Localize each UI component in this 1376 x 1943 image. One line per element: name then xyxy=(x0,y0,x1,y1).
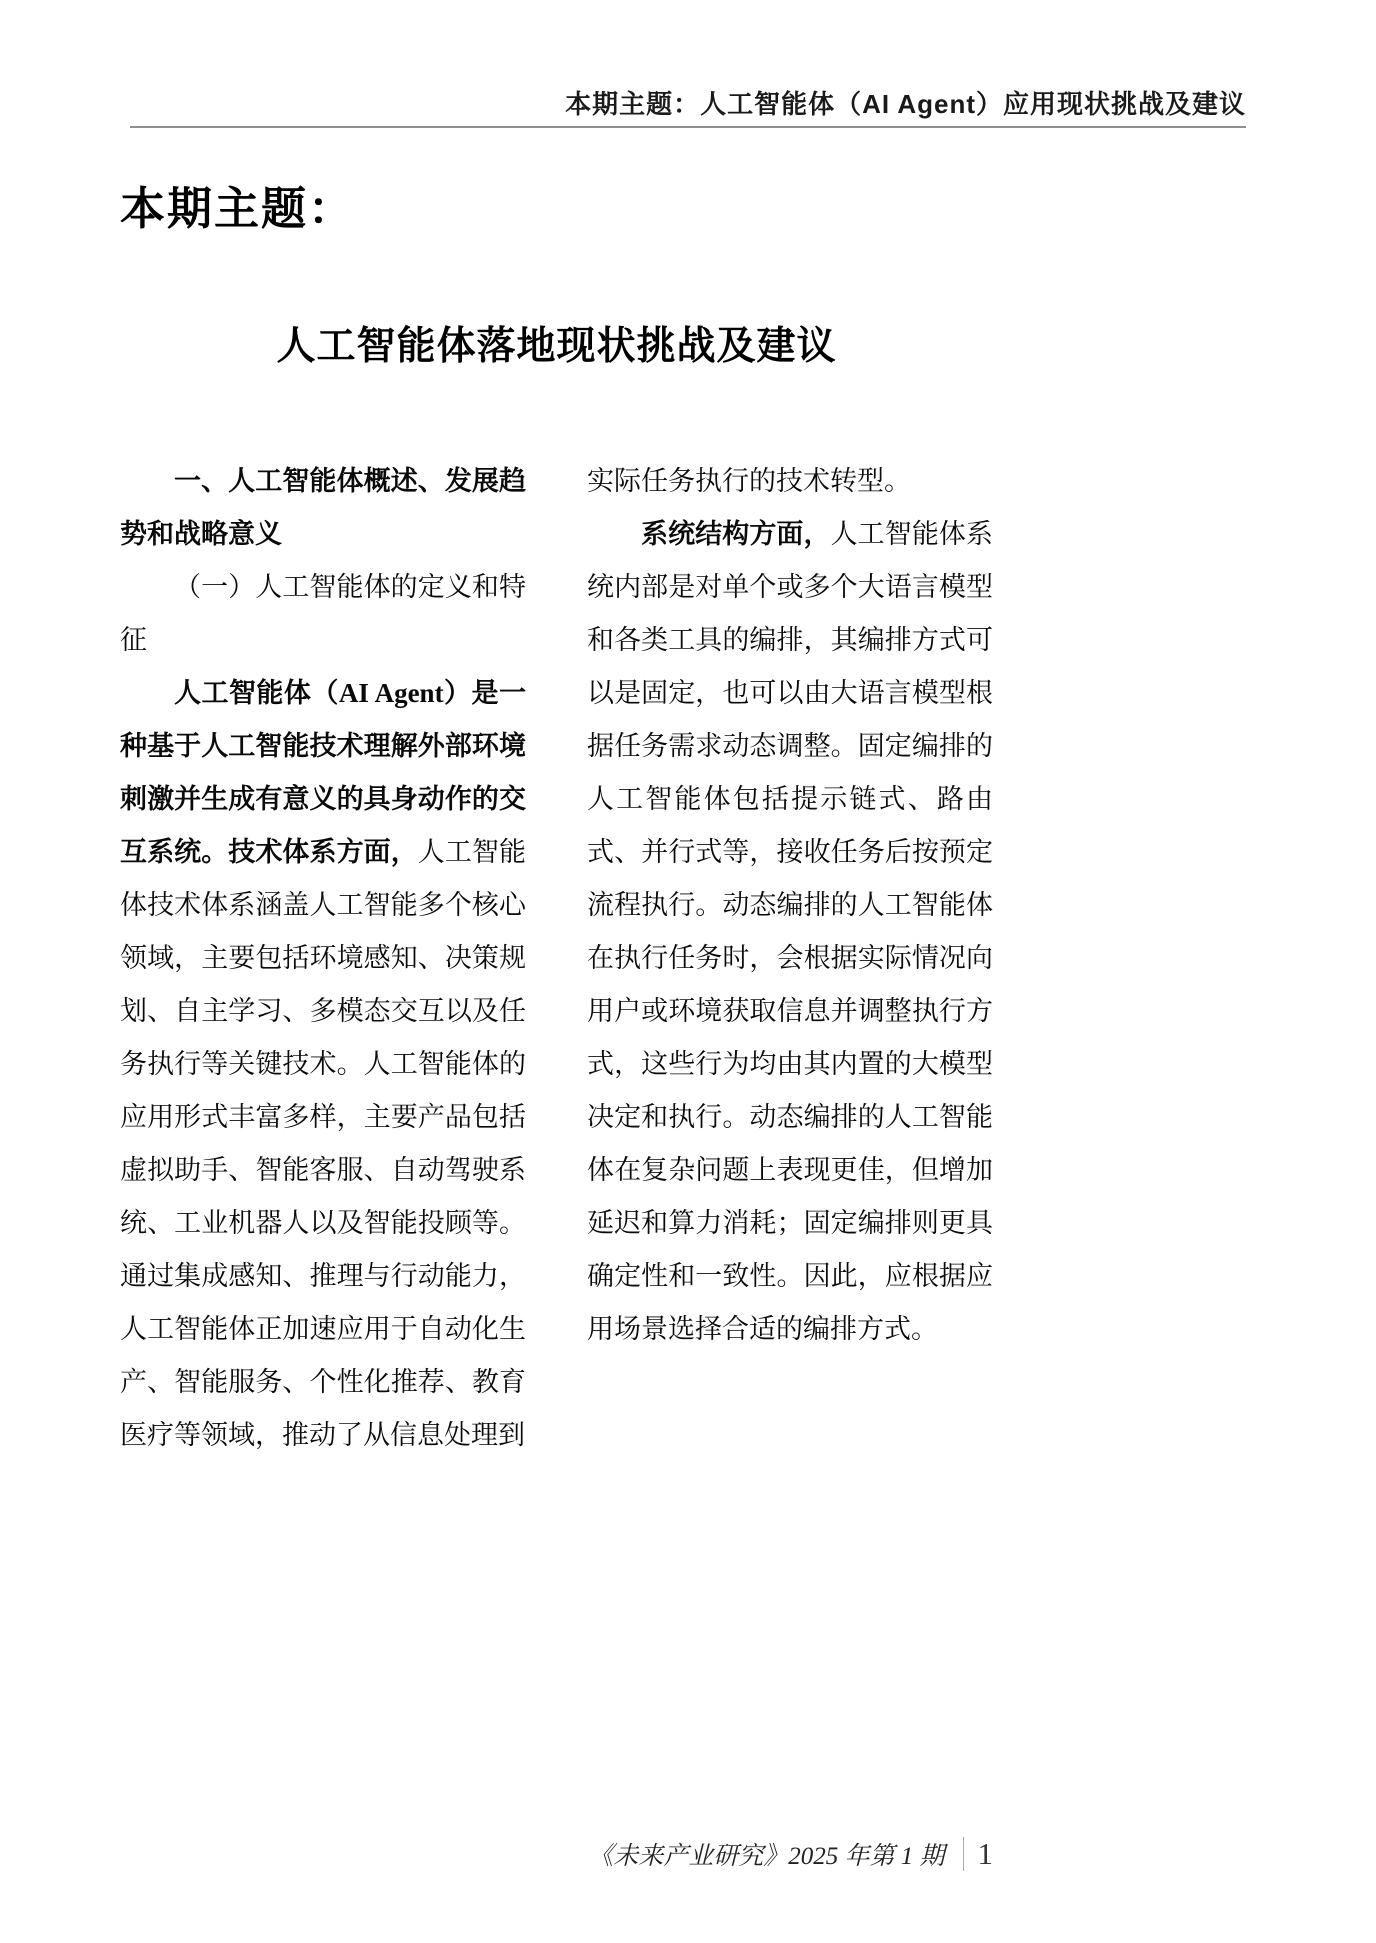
section-label: 本期主题： xyxy=(120,183,356,234)
article-title: 人工智能体落地现状挑战及建议 xyxy=(276,325,837,368)
subsection-heading: （一）人工智能体的定义和特征 xyxy=(120,572,526,655)
body-columns xyxy=(120,455,993,1462)
page-number: 1 xyxy=(963,1837,994,1871)
paragraph-text: 人工智能体系统内部是对单个或多个大语言模型和各类工具的编排，其编排方式可以是固定，也可以由大语言模型根据任务需求动态调整。固定编排的人工智能体包括提示链式、路由式、并行式等，接收任务后按预定流程执行。动态编排的人工智能体在执行任务时，会根据实际情况向用户或环境获取信息并调整执行方式，这些行为均由其内置的大模型决定和执行。动态编排的人工智能体在复杂问题上表现更佳，但增加延迟和算力消耗；固定编排则更具确定性和一致性。因此，应根据应用场景选择合适的编排方式。 xyxy=(587,519,994,1344)
column-right xyxy=(587,455,993,1462)
bold-lead-text: 系统结构方面， xyxy=(641,519,831,549)
running-header: 本期主题：人工智能体（AI Agent）应用现状挑战及建议 xyxy=(565,89,1246,119)
footer xyxy=(120,1836,993,1872)
paragraph-system-structure xyxy=(587,508,993,1356)
header-rule xyxy=(130,126,1246,128)
column-left xyxy=(120,455,526,1462)
bold-lead-text: 人工智能体（AI Agent）是一种基于人工智能技术理解外部环境刺激并生成有意义的具身动作的交互系统。技术体系方面， xyxy=(120,678,526,867)
paragraph-text: 人工智能体技术体系涵盖人工智能多个核心领域，主要包括环境感知、决策规划、自主学习、多模态交互以及任务执行等关键技术。人工智能体的应用形式丰富多样，主要产品包括虚拟助手、智能客服、自动驾驶系统、工业机器人以及智能投顾等。通过集成感知、推理与行动能力，人工智能体正加速应用于自动化生产、智能服务、个性化推荐、教育医疗等领域，推动了从信息处理到 xyxy=(120,837,527,1450)
paragraph-definition xyxy=(120,667,526,1462)
journal-name: 《未来产业研究》2025 年第 1 期 xyxy=(588,1843,945,1870)
paragraph-continuation: 实际任务执行的技术转型。 xyxy=(587,466,911,496)
section-heading: 一、人工智能体概述、发展趋势和战略意义 xyxy=(120,466,526,549)
